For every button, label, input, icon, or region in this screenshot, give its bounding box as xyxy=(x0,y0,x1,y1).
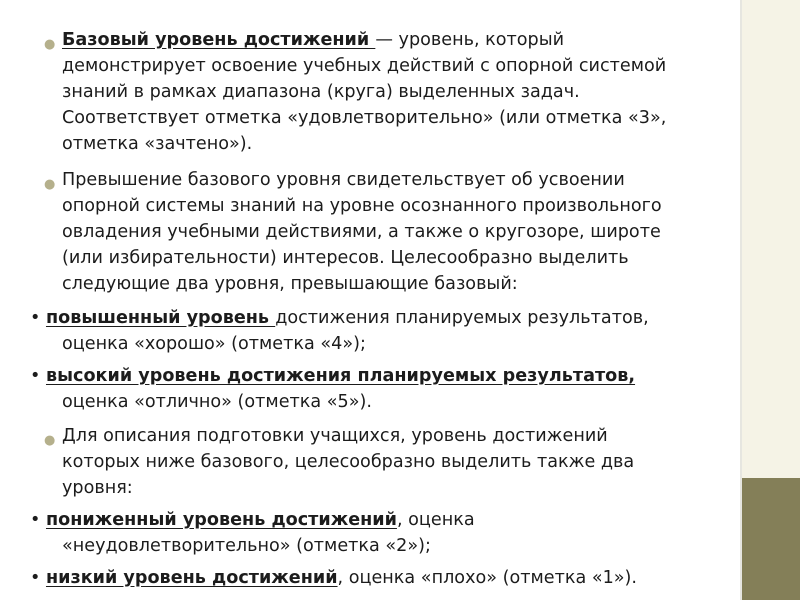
paragraph-2-line-2: опорной системы знаний на уровне осознанного произвольного xyxy=(62,196,662,216)
p1-line1-rest: — уровень, который xyxy=(375,30,565,50)
paragraph-3-line-2: которых ниже базового, целесообразно выделить также два xyxy=(62,452,635,472)
bullet-dot: • xyxy=(30,510,41,530)
item-2-line-1 xyxy=(30,364,635,389)
paragraph-marker-icon: ● xyxy=(44,177,56,192)
item-1-line-2: оценка «хорошо» (отметка «4»); xyxy=(62,334,366,354)
paragraph-2-line-3: овладения учебными действиями, а также о кругозоре, широте xyxy=(62,222,661,242)
paragraph-1-line-3: знаний в рамках диапазона (круга) выделенных задач. xyxy=(62,82,580,102)
item-4-line-1 xyxy=(30,566,637,591)
i4-line1-rest: , оценка «плохо» (отметка «1»). xyxy=(337,568,638,588)
term-low-level: низкий уровень достижений xyxy=(45,568,338,588)
item-3-line-1 xyxy=(30,508,475,533)
paragraph-marker-icon: ● xyxy=(44,37,56,52)
item-3-line-2: «неудовлетворительно» (отметка «2»); xyxy=(62,536,431,556)
paragraph-2-line-4: (или избирательности) интересов. Целесообразно выделить xyxy=(62,248,629,268)
bullet-dot: • xyxy=(30,568,41,588)
i1-line1-rest: достижения планируемых результатов, xyxy=(275,308,649,328)
side-band-light xyxy=(742,0,800,478)
bullet-dot: • xyxy=(30,366,41,386)
term-basic-level: Базовый уровень достижений xyxy=(62,30,376,50)
term-increased-level: повышенный уровень xyxy=(45,308,276,328)
item-2-line-2: оценка «отлично» (отметка «5»). xyxy=(62,392,372,412)
term-high-level: высокий уровень достижения планируемых результатов, xyxy=(45,366,636,386)
paragraph-1-line-2: демонстрирует освоение учебных действий с опорной системой xyxy=(62,56,667,76)
paragraph-2-line-1: Превышение базового уровня свидетельствует об усвоении xyxy=(62,170,625,190)
paragraph-1-line-1 xyxy=(62,28,564,53)
paragraph-marker-icon: ● xyxy=(44,433,56,448)
paragraph-2-line-5: следующие два уровня, превышающие базовый: xyxy=(62,274,518,294)
paragraph-3-line-1: Для описания подготовки учащихся, уровень достижений xyxy=(62,426,608,446)
item-1-line-1 xyxy=(30,306,649,331)
side-band-dark xyxy=(742,478,800,600)
paragraph-3-line-3: уровня: xyxy=(62,478,133,498)
term-lowered-level: пониженный уровень достижений xyxy=(45,510,397,530)
paragraph-1-line-5: отметка «зачтено»). xyxy=(62,134,253,154)
bullet-dot: • xyxy=(30,308,41,328)
paragraph-1-line-4: Соответствует отметка «удовлетворительно» (или отметка «3», xyxy=(62,108,667,128)
i3-line1-rest: , оценка xyxy=(396,510,475,530)
